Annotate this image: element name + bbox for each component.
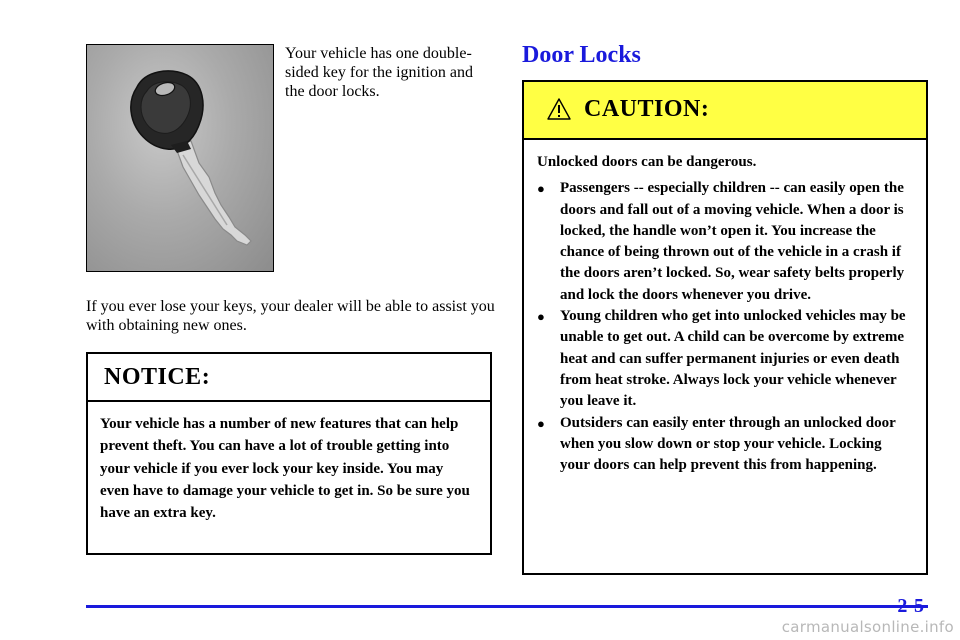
- caution-box: [522, 80, 928, 575]
- bullet-icon: ●: [537, 309, 545, 325]
- footer-rule: [86, 605, 928, 608]
- notice-box: [86, 352, 492, 555]
- notice-header: [88, 354, 490, 402]
- caution-body: [524, 140, 926, 476]
- caution-item: [537, 306, 910, 412]
- key-intro-text: Your vehicle has one double-sided key for the ignition and the door locks.: [285, 45, 473, 100]
- lost-keys-text: If you ever lose your keys, your dealer will be able to assist you with obtaining new ones.: [86, 298, 495, 334]
- warning-triangle-icon: [546, 97, 572, 121]
- caution-item: [537, 413, 910, 477]
- caution-header: [524, 82, 926, 140]
- bullet-icon: ●: [537, 415, 545, 431]
- notice-title: NOTICE:: [104, 363, 211, 390]
- bullet-icon: ●: [537, 181, 545, 197]
- caution-item-text: Passengers -- especially children -- can easily open the doors and fall out of a moving vehicle. When a door is locked, the handle won’t open it. You increase the chance of being thrown out of the vehicle in a crash if the doors aren’t locked. So, wear safety belts properly and lock the doors whenever you drive.: [560, 180, 905, 303]
- caution-list: [537, 178, 910, 476]
- page-number: 2-5: [897, 595, 924, 617]
- caution-title: CAUTION:: [584, 96, 710, 122]
- key-photo: [86, 44, 274, 272]
- notice-body: Your vehicle has a number of new features that can help prevent theft. You can have a lot of trouble getting into your vehicle if you ever lock your key inside. You may even have to damage your vehicle to get in. So be sure you have an extra key.: [100, 416, 470, 522]
- section-title: Door Locks: [522, 42, 641, 68]
- key-illustration: [87, 45, 274, 272]
- caution-lead: Unlocked doors can be dangerous.: [537, 154, 757, 170]
- caution-item: [537, 178, 910, 306]
- caution-item-text: Outsiders can easily enter through an unlocked door when you slow down or stop your vehicle. Locking your doors can help prevent this from happening.: [560, 414, 896, 474]
- watermark: carmanualsonline.info: [781, 618, 954, 636]
- caution-item-text: Young children who get into unlocked vehicles may be unable to get out. A child can be overcome by extreme heat and can suffer permanent injuries or even death from heat stroke. Always lock your vehicle whenever you leave it.: [560, 308, 906, 410]
